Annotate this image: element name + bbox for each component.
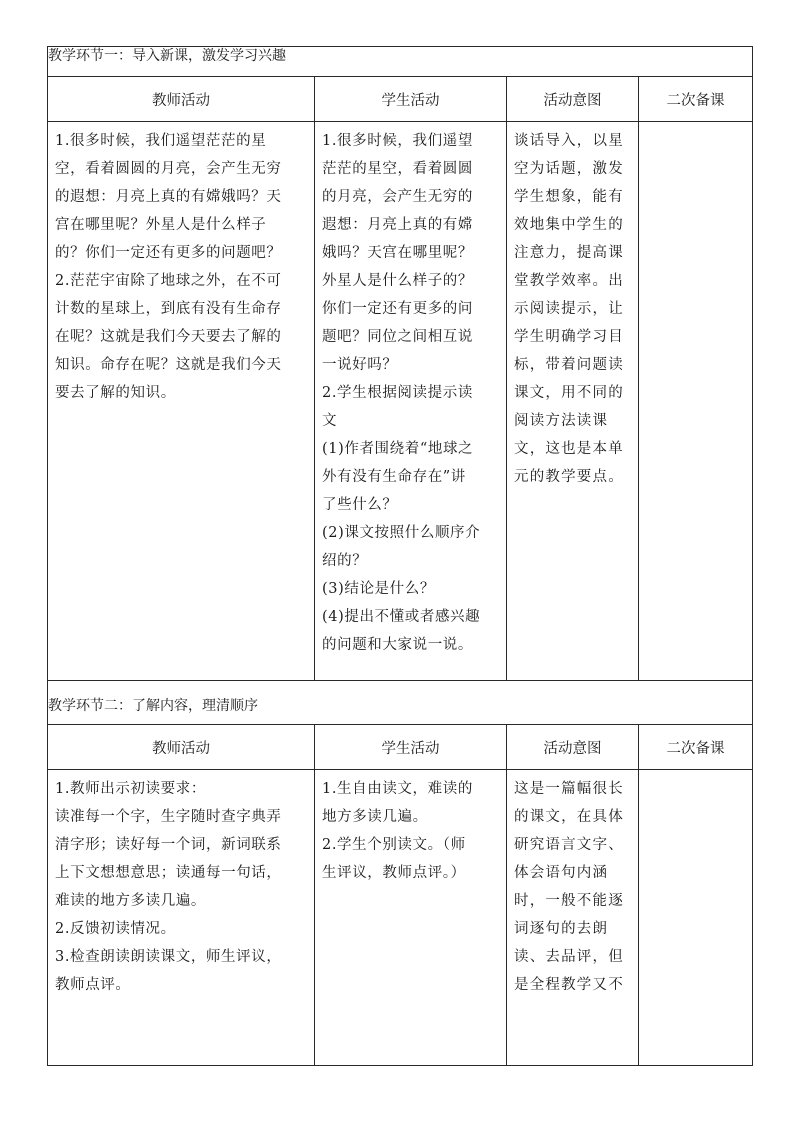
text-line: 读准每一个字，生字随时查字典弄 [55, 809, 282, 825]
header-teacher-activity: 教师活动 [48, 725, 315, 770]
text-line: 的月亮，会产生无穷的 [322, 189, 473, 205]
text-line: 研究语言文字、 [514, 837, 624, 853]
text-line: 上下文想想意思；读通每一句话， [55, 865, 282, 881]
text-line: 你们一定还有更多的问 [322, 301, 473, 317]
text-line: 注意力，提高课 [514, 245, 624, 261]
text-line: 这是一篇幅很长 [514, 781, 624, 797]
text-line: 一说好吗？ [322, 357, 398, 373]
text-line: 了些什么？ [322, 497, 398, 513]
text-line: 标，带着问题读 [514, 357, 624, 373]
text-line: 1.很多时候，我们遥望茫茫的星 [55, 133, 267, 149]
text-line: 1.生自由读文，难读的 [322, 781, 473, 797]
text-line: 3.检查朗读朗读课文，师生评议， [55, 949, 282, 965]
section-1-prep-text [639, 122, 752, 132]
text-line: 阅读方法读课 [514, 413, 609, 429]
section-2-student-cell [315, 770, 507, 1066]
text-line: 学生明确学习目 [514, 329, 624, 345]
text-line: 学生想象，能有 [514, 189, 624, 205]
lesson-plan-table [47, 46, 753, 1066]
text-line: 在呢？这就是我们今天要去了解的 [55, 329, 282, 345]
text-line: 外有没有生命存在”讲 [322, 469, 466, 485]
section-1-student-text [315, 122, 506, 664]
text-line: 娥吗？天宫在哪里呢？ [322, 245, 473, 261]
text-line: 1.教师出示初读要求： [55, 781, 206, 797]
text-line: 教师点评。 [55, 977, 131, 993]
section-2-prep-cell [639, 770, 753, 1066]
text-line: 题吧？同位之间相互说 [322, 329, 473, 345]
section-2-prep-text [639, 770, 752, 780]
header-student-activity: 学生活动 [315, 77, 507, 122]
text-line: 课文，用不同的 [514, 385, 624, 401]
header-second-prep: 二次备课 [639, 77, 753, 122]
text-line: 是全程教学又不 [514, 977, 624, 993]
text-line: 计数的星球上，到底有没有生命存 [55, 301, 282, 317]
text-line: 难读的地方多读几遍。 [55, 893, 206, 909]
text-line: 2.茫茫宇宙除了地球之外，在不可 [55, 273, 282, 289]
section-2-teacher-cell [48, 770, 315, 1066]
text-line: 2.学生个别读文。（师 [322, 837, 466, 853]
text-line: 1.很多时候，我们遥望 [322, 133, 473, 149]
section-2-intent-text [507, 770, 638, 1004]
section-1-prep-cell [639, 122, 753, 681]
text-line: 清字形；读好每一个词，新词联系 [55, 837, 282, 853]
text-line: 效地集中学生的 [514, 217, 624, 233]
text-line: (3)结论是什么？ [322, 581, 435, 597]
text-line: 茫茫的星空，看着圆圆 [322, 161, 473, 177]
section-1-title: 教学环节一：导入新课，激发学习兴趣 [48, 47, 753, 77]
text-line: 生评议，教师点评。） [322, 865, 466, 881]
text-line: 文，这也是本单 [514, 441, 624, 457]
text-line: 知识。命存在呢？这就是我们今天 [55, 357, 282, 373]
text-line: 读、去品评，但 [514, 949, 624, 965]
text-line: (1)作者围绕着“地球之 [322, 441, 474, 457]
section-2-intent-cell [507, 770, 639, 1066]
text-line: 绍的？ [322, 553, 368, 569]
text-line: 2.学生根据阅读提示读 [322, 385, 473, 401]
section-2-title: 教学环节二：了解内容，理清顺序 [48, 681, 753, 725]
header-teacher-activity: 教师活动 [48, 77, 315, 122]
section-2-teacher-text [48, 770, 314, 1004]
text-line: (4)提出不懂或者感兴趣 [322, 609, 481, 625]
section-1-teacher-text [48, 122, 314, 412]
section-1-intent-cell [507, 122, 639, 681]
section-1-student-cell [315, 122, 507, 681]
text-line: 地方多读几遍。 [322, 809, 428, 825]
text-line: 文 [322, 413, 338, 429]
text-line: 2.反馈初读情况。 [55, 921, 176, 937]
text-line: (2)课文按照什么顺序介 [322, 525, 481, 541]
text-line: 时，一般不能逐 [514, 893, 624, 909]
text-line: 要去了解的知识。 [55, 385, 176, 401]
text-line: 元的教学要点。 [514, 469, 624, 485]
text-line: 谈话导入，以星 [514, 133, 624, 149]
section-2-student-text [315, 770, 506, 892]
text-line: 空，看着圆圆的月亮，会产生无穷 [55, 161, 282, 177]
text-line: 的遐想：月亮上真的有嫦娥吗？天 [55, 189, 282, 205]
header-second-prep: 二次备课 [639, 725, 753, 770]
text-line: 体会语句内涵 [514, 865, 609, 881]
header-student-activity: 学生活动 [315, 725, 507, 770]
header-activity-intent: 活动意图 [507, 725, 639, 770]
text-line: 示阅读提示，让 [514, 301, 624, 317]
text-line: 外星人是什么样子的？ [322, 273, 473, 289]
text-line: 宫在哪里呢？外星人是什么样子 [55, 217, 267, 233]
section-1-teacher-cell [48, 122, 315, 681]
text-line: 的课文，在具体 [514, 809, 624, 825]
header-activity-intent: 活动意图 [507, 77, 639, 122]
text-line: 堂教学效率。出 [514, 273, 624, 289]
text-line: 的？你们一定还有更多的问题吧？ [55, 245, 282, 261]
text-line: 词逐句的去朗 [514, 921, 609, 937]
section-1-intent-text [507, 122, 638, 496]
text-line: 的问题和大家说一说。 [322, 637, 473, 653]
text-line: 遐想：月亮上真的有嫦 [322, 217, 473, 233]
text-line: 空为话题，激发 [514, 161, 624, 177]
